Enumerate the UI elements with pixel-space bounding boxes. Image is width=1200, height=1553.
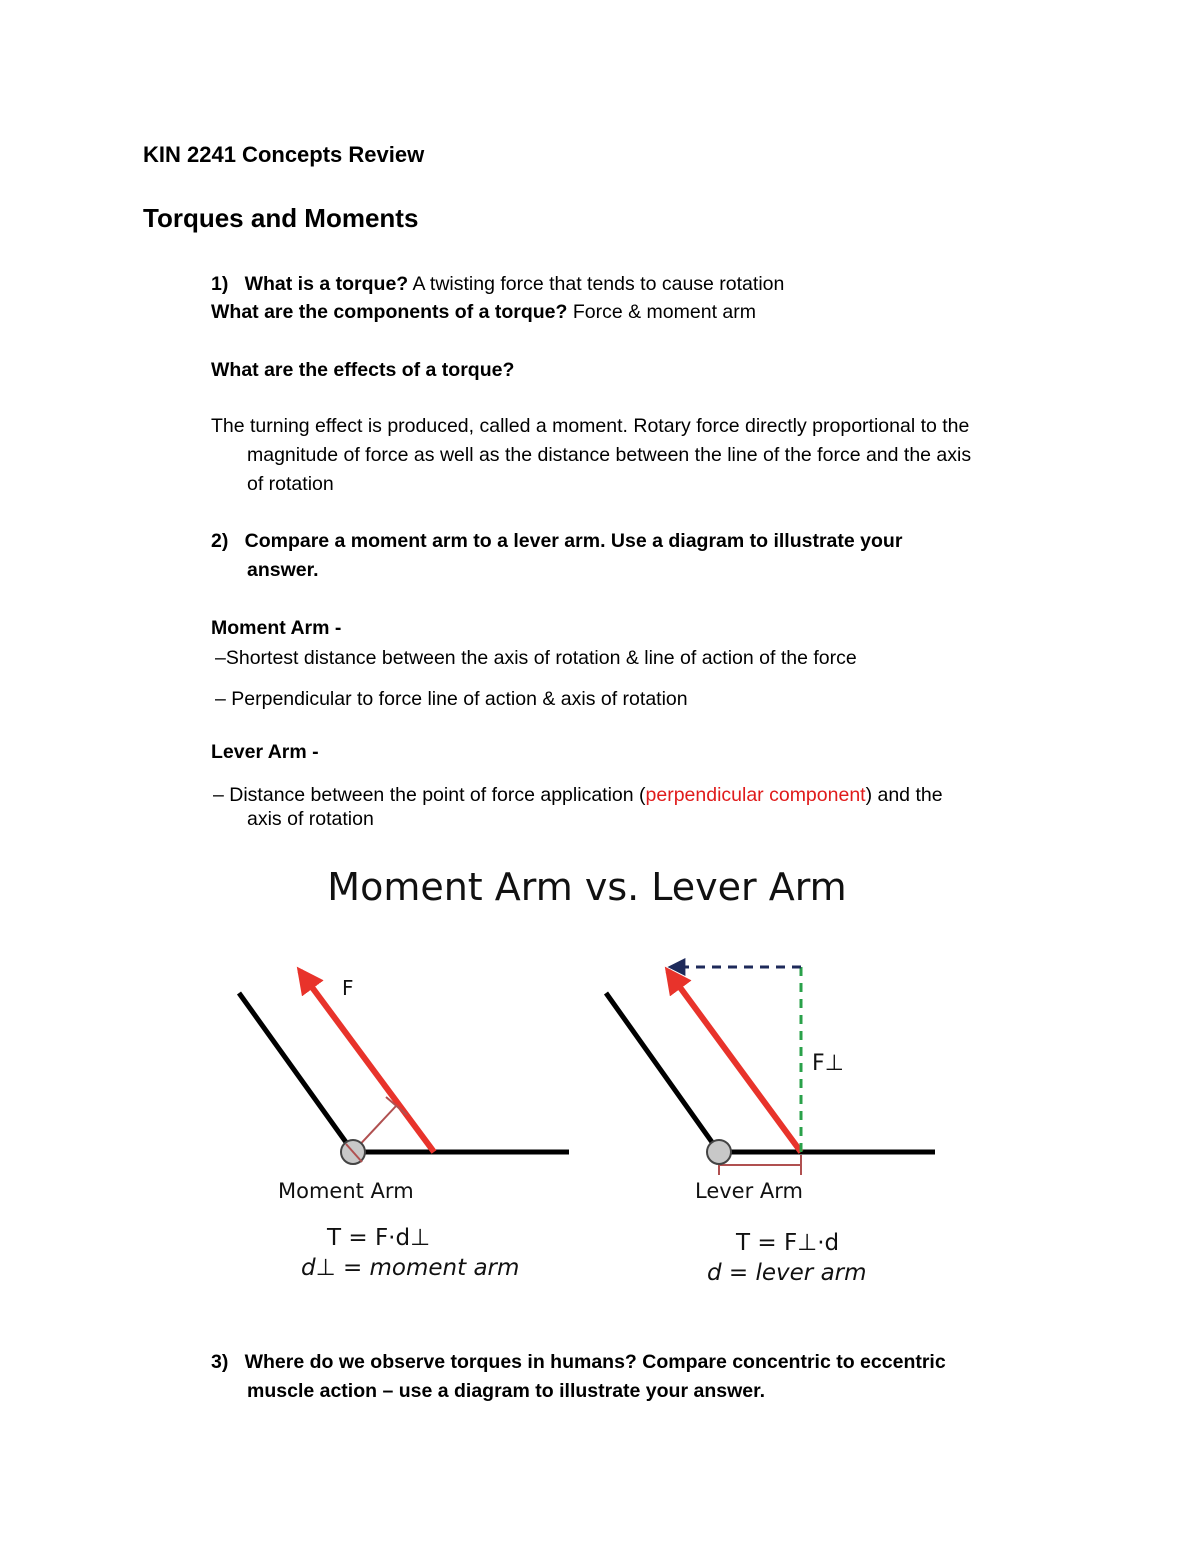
q1-effects-answer-1: The turning effect is produced, called a moment. Rotary force directly proportional to the [211, 415, 970, 437]
moment-arm-def-1: –Shortest distance between the axis of rotation & line of action of the force [215, 647, 857, 669]
left-force-arrow [300, 971, 434, 1152]
right-force-label: F⊥ [812, 1051, 844, 1076]
q1-question: What is a torque? [244, 273, 409, 295]
right-definition: d = lever arm [707, 1260, 867, 1286]
right-force-arrow [668, 971, 801, 1152]
figure-title: Moment Arm vs. Lever Arm [327, 865, 847, 909]
right-equation: T = F⊥·d [736, 1230, 840, 1256]
q1-effects-answer-2: magnitude of force as well as the distance between the line of the force and the axis [247, 444, 972, 466]
q1-components-question: What are the components of a torque? [211, 301, 568, 323]
q1-number: 1) [211, 273, 229, 295]
course-title: KIN 2241 Concepts Review [143, 142, 425, 167]
left-equation: T = F·d⊥ [327, 1225, 431, 1251]
q3-question-line1 [211, 1348, 946, 1376]
q2-question-text: Compare a moment arm to a lever arm. Use a diagram to illustrate your [244, 530, 903, 552]
moment-arm-diagram [239, 971, 569, 1281]
moment-vs-lever-figure [0, 850, 1200, 1310]
q1-line [211, 270, 784, 298]
lever-arm-diagram [606, 967, 935, 1286]
moment-arm-heading: Moment Arm - [211, 617, 342, 639]
left-caption: Moment Arm [278, 1179, 414, 1203]
q1-components-line [211, 298, 756, 326]
right-pivot [707, 1140, 731, 1164]
q2-question-line2: answer. [247, 559, 319, 581]
lever-arm-def-line2: axis of rotation [247, 808, 374, 830]
lever-def-highlight: perpendicular component [645, 784, 866, 806]
q3-question-line2: muscle action – use a diagram to illustrate your answer. [247, 1380, 766, 1402]
lever-arm-heading: Lever Arm - [211, 741, 319, 763]
left-force-label: F [342, 976, 354, 1000]
q3-number: 3) [211, 1351, 229, 1373]
left-definition: d⊥ = moment arm [301, 1255, 520, 1281]
lever-def-post: ) and the [865, 784, 943, 806]
section-title: Torques and Moments [143, 203, 419, 233]
q2-question-line1 [211, 527, 902, 555]
q2-number: 2) [211, 530, 229, 552]
lever-def-pre: – Distance between the point of force application ( [213, 784, 646, 806]
q1-answer: A twisting force that tends to cause rotation [412, 273, 785, 295]
right-caption: Lever Arm [695, 1179, 803, 1203]
q1-components-answer: Force & moment arm [572, 301, 756, 323]
moment-arm-def-2: – Perpendicular to force line of action & axis of rotation [215, 688, 688, 710]
q3-question-text: Where do we observe torques in humans? Compare concentric to eccentric [244, 1351, 946, 1373]
q1-effects-question: What are the effects of a torque? [211, 359, 515, 381]
q1-effects-answer-3: of rotation [247, 473, 334, 495]
